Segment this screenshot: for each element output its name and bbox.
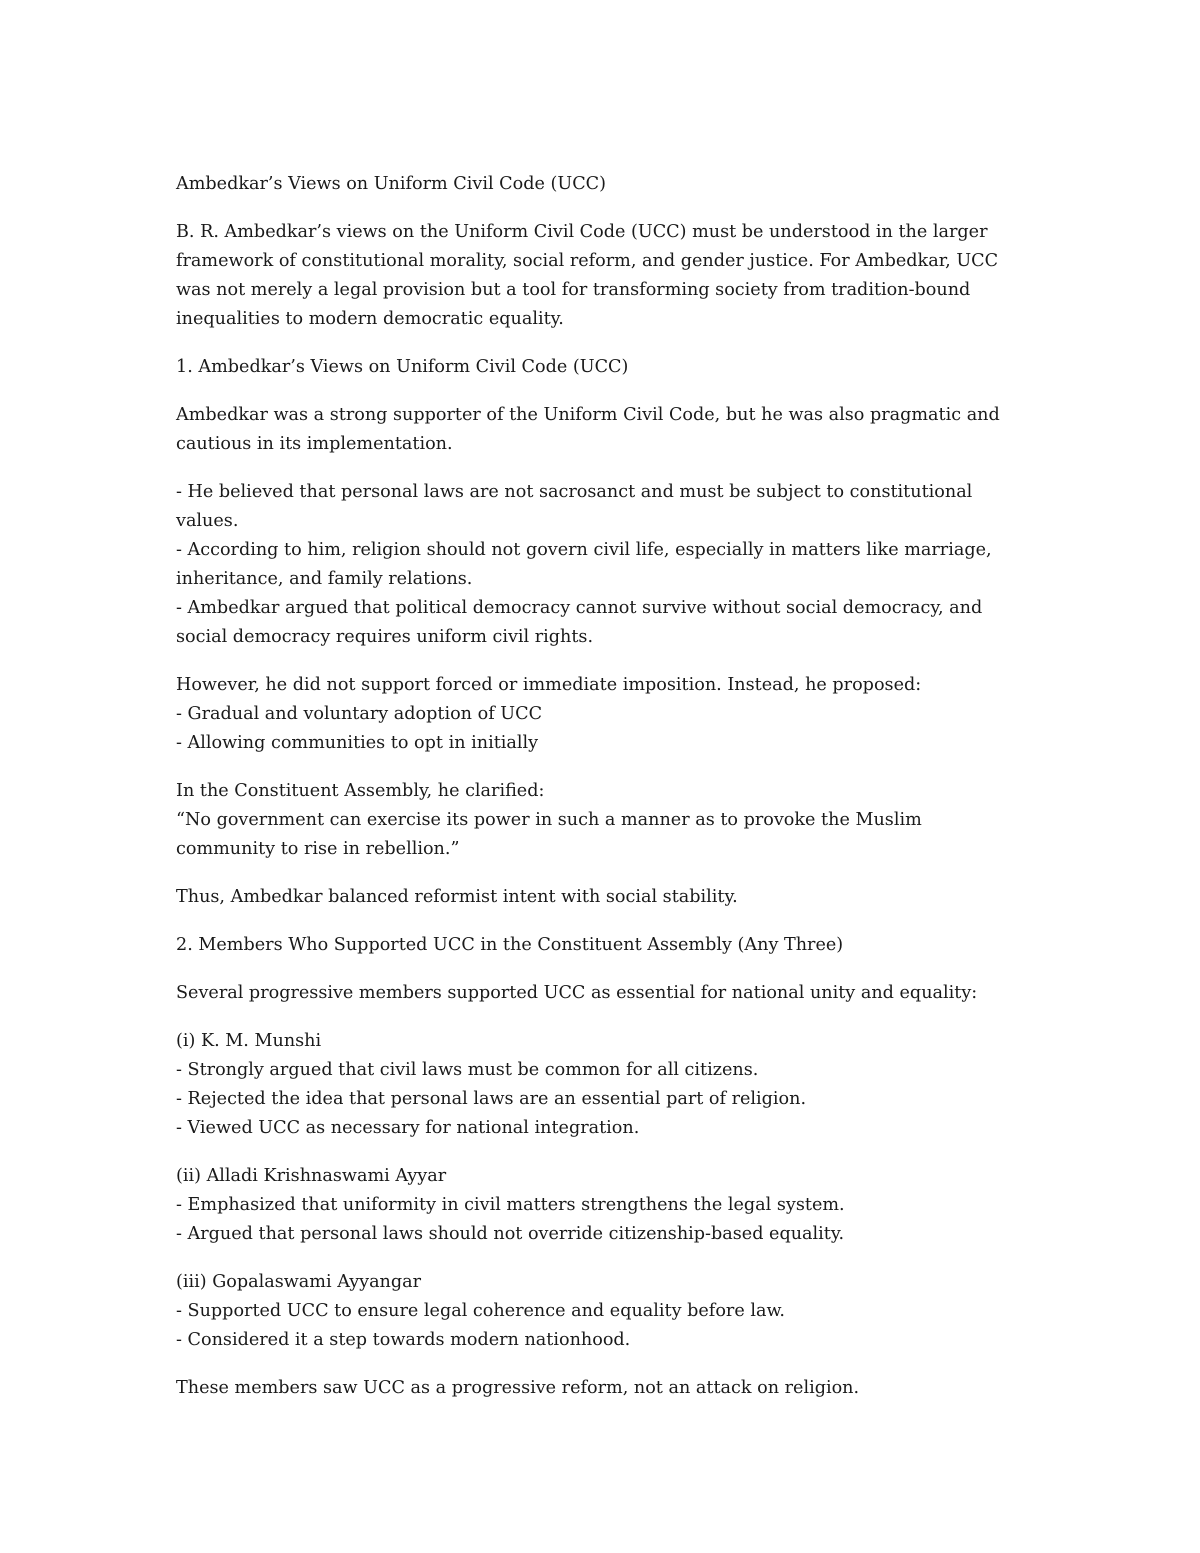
bullet-line: - Gradual and voluntary adoption of UCC bbox=[176, 704, 543, 724]
member-block bbox=[176, 1162, 1036, 1249]
member-name: (iii) Gopalaswami Ayyangar bbox=[176, 1272, 422, 1292]
section1-heading: 1. Ambedkar’s Views on Uniform Civil Code (UCC) bbox=[176, 357, 629, 377]
paragraph-line: In the Constituent Assembly, he clarified: bbox=[176, 781, 545, 801]
section2-intro: Several progressive members supported UCC as essential for national unity and equality: bbox=[176, 983, 978, 1003]
bullet-line: - Strongly argued that civil laws must be common for all citizens. bbox=[176, 1060, 759, 1080]
bullet-line: - Allowing communities to opt in initially bbox=[176, 733, 539, 753]
quote-line: “No government can exercise its power in such a manner as to provoke the Muslim bbox=[176, 810, 922, 830]
quote-line: community to rise in rebellion.” bbox=[176, 839, 460, 859]
bullet-line: values. bbox=[176, 511, 239, 531]
document-title: Ambedkar’s Views on Uniform Civil Code (UCC) bbox=[176, 174, 606, 194]
intro-line: inequalities to modern democratic equality. bbox=[176, 309, 564, 329]
bullet-line: - Argued that personal laws should not override citizenship-based equality. bbox=[176, 1224, 845, 1244]
member-name: (ii) Alladi Krishnaswami Ayyar bbox=[176, 1166, 447, 1186]
bullet-line: - He believed that personal laws are not sacrosanct and must be subject to constitutional bbox=[176, 482, 973, 502]
bullet-line: inheritance, and family relations. bbox=[176, 569, 473, 589]
intro-line: framework of constitutional morality, social reform, and gender justice. For Ambedkar, UCC bbox=[176, 251, 999, 271]
paragraph-line: However, he did not support forced or immediate imposition. Instead, he proposed: bbox=[176, 675, 922, 695]
section1-bullet-list bbox=[176, 478, 1036, 652]
bullet-line: - Ambedkar argued that political democracy cannot survive without social democracy, and bbox=[176, 598, 983, 618]
member-block bbox=[176, 1268, 1036, 1355]
paragraph-line: Ambedkar was a strong supporter of the Uniform Civil Code, but he was also pragmatic and bbox=[176, 405, 1000, 425]
bullet-line: social democracy requires uniform civil rights. bbox=[176, 627, 594, 647]
intro-line: was not merely a legal provision but a tool for transforming society from tradition-bound bbox=[176, 280, 971, 300]
bullet-line: - Emphasized that uniformity in civil matters strengthens the legal system. bbox=[176, 1195, 845, 1215]
section1-paragraph bbox=[176, 401, 1036, 459]
member-name: (i) K. M. Munshi bbox=[176, 1031, 322, 1051]
section1-proposal bbox=[176, 671, 1036, 758]
section2-heading: 2. Members Who Supported UCC in the Constituent Assembly (Any Three) bbox=[176, 935, 844, 955]
intro-paragraph bbox=[176, 218, 1036, 334]
document-body bbox=[176, 170, 1036, 1403]
section1-quote bbox=[176, 777, 1036, 864]
bullet-line: - Viewed UCC as necessary for national integration. bbox=[176, 1118, 640, 1138]
bullet-line: - Rejected the idea that personal laws are an essential part of religion. bbox=[176, 1089, 807, 1109]
bullet-line: - Considered it a step towards modern nationhood. bbox=[176, 1330, 631, 1350]
member-block bbox=[176, 1027, 1036, 1143]
bullet-line: - According to him, religion should not govern civil life, especially in matters like marriage, bbox=[176, 540, 992, 560]
section2-conclusion: These members saw UCC as a progressive reform, not an attack on religion. bbox=[176, 1378, 860, 1398]
section1-conclusion: Thus, Ambedkar balanced reformist intent with social stability. bbox=[176, 887, 738, 907]
intro-line: B. R. Ambedkar’s views on the Uniform Civil Code (UCC) must be understood in the larger bbox=[176, 222, 988, 242]
paragraph-line: cautious in its implementation. bbox=[176, 434, 453, 454]
bullet-line: - Supported UCC to ensure legal coherence and equality before law. bbox=[176, 1301, 786, 1321]
